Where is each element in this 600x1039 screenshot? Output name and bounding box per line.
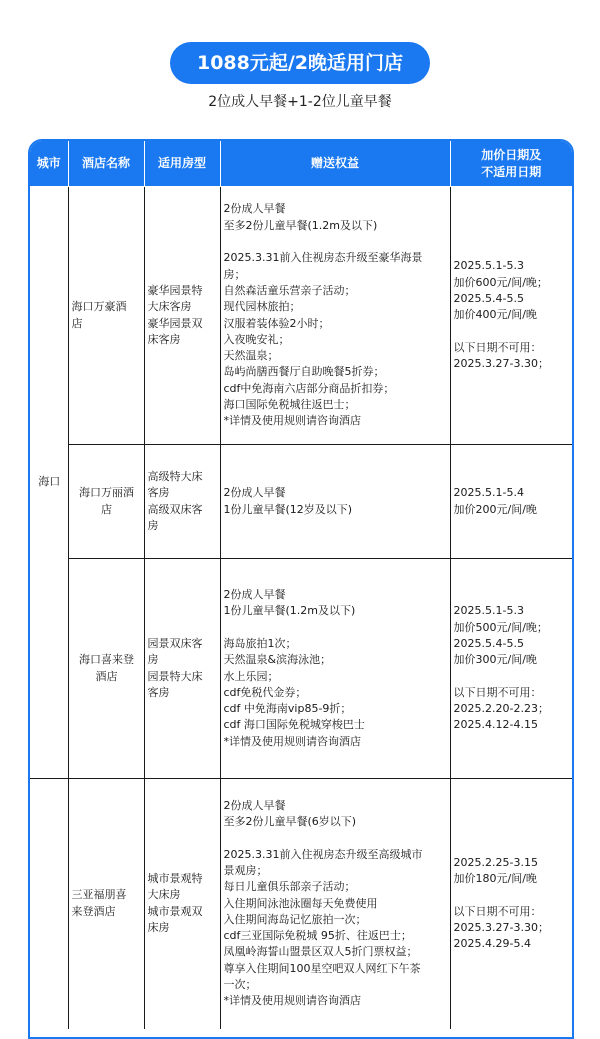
hotel-name-cell: 海口万豪酒 店 xyxy=(68,187,144,445)
title-badge: 1088元起/2晚适用门店 xyxy=(170,42,430,84)
benefits-cell: 2份成人早餐 至多2份儿童早餐(1.2m及以下) 2025.3.31前入住视房态升级至豪华海景 房； 自然森活童乐营亲子活动； 现代园林旅拍； 汉服着装体验2小时； 入夜晚安礼； 天然温泉； 岛屿尚膳西餐厅自助晚餐5折券； cdf中免海南六店部分商品折扣券； 海口国际免税城往返巴士； *详情及使用规则请咨询酒店 xyxy=(220,187,450,445)
subtitle: 2位成人早餐+1-2位儿童早餐 xyxy=(208,94,392,110)
table-header-row xyxy=(30,141,572,187)
dates-cell: 2025.2.25-3.15 加价180元/间/晚 以下日期不可用： 2025.3.27-3.30； 2025.4.29-5.4 xyxy=(450,779,572,1029)
dates-cell: 2025.5.1-5.3 加价600元/间/晚； 2025.5.4-5.5 加价400元/间/晚 以下日期不可用： 2025.3.27-3.30； xyxy=(450,187,572,445)
city-cell xyxy=(30,779,68,1029)
benefits-cell: 2份成人早餐 1份儿童早餐(12岁及以下) xyxy=(220,445,450,559)
hotel-name-cell: 海口万丽酒 店 xyxy=(68,445,144,559)
column-header-hotel: 酒店名称 xyxy=(68,141,144,187)
hotel-table xyxy=(28,139,574,1039)
dates-cell: 2025.5.1-5.3 加价500元/间/晚； 2025.5.4-5.5 加价300元/间/晚 以下日期不可用： 2025.2.20-2.23； 2025.4.12-4.15 xyxy=(450,559,572,779)
column-header-benefits: 赠送权益 xyxy=(220,141,450,187)
table-row xyxy=(30,445,572,559)
hotel-name-cell: 海口喜来登 酒店 xyxy=(68,559,144,779)
table-row xyxy=(30,779,572,1029)
table-row xyxy=(30,187,572,445)
room-type-cell: 园景双床客 房 园景特大床 客房 xyxy=(144,559,220,779)
column-header-dates: 加价日期及 不适用日期 xyxy=(450,141,572,187)
city-cell: 海口 xyxy=(30,187,68,779)
benefits-cell: 2份成人早餐 至多2份儿童早餐(6岁以下) 2025.3.31前入住视房态升级至高级城市 景观房； 每日儿童俱乐部亲子活动； 入住期间泳池泳圈每天免费使用 入住期间海岛记忆旅拍一次； cdf三亚国际免税城 95折、往返巴士； 凤凰岭海誓山盟景区双人5折门票权益； 尊享入住期间100星空吧双人网红下午茶 一次； *详情及使用规则请咨询酒店 xyxy=(220,779,450,1029)
room-type-cell: 高级特大床 客房 高级双床客 房 xyxy=(144,445,220,559)
dates-cell: 2025.5.1-5.4 加价200元/间/晚 xyxy=(450,445,572,559)
table-row xyxy=(30,559,572,779)
column-header-room-type: 适用房型 xyxy=(144,141,220,187)
column-header-city: 城市 xyxy=(30,141,68,187)
benefits-cell: 2份成人早餐 1份儿童早餐(1.2m及以下) 海岛旅拍1次； 天然温泉&滨海泳池； 水上乐园； cdf免税代金券； cdf 中免海南vip85-9折； cdf 海口国际免税城穿梭巴士 *详情及使用规则请咨询酒店 xyxy=(220,559,450,779)
room-type-cell: 城市景观特 大床房 城市景观双 床房 xyxy=(144,779,220,1029)
hotel-name-cell: 三亚福朋喜 来登酒店 xyxy=(68,779,144,1029)
room-type-cell: 豪华园景特 大床客房 豪华园景双 床客房 xyxy=(144,187,220,445)
